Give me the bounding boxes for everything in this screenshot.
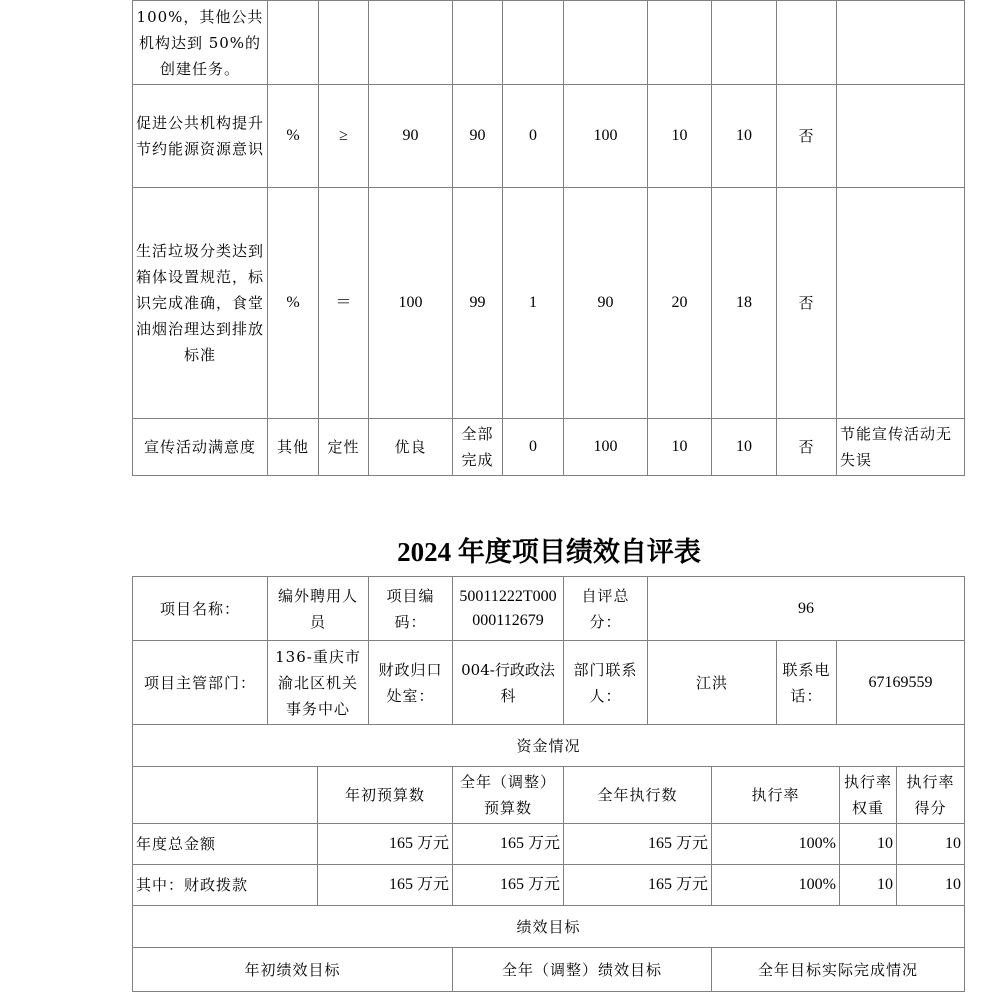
- value-cell: 165 万元: [452, 864, 564, 906]
- col-header: 全年执行数: [563, 766, 712, 824]
- cell: [318, 0, 369, 85]
- cell: [452, 0, 503, 85]
- project-name: 编外聘用人员: [267, 576, 369, 641]
- operator-cell: ≥: [318, 84, 369, 188]
- unit-cell: %: [267, 187, 319, 419]
- value-cell: 10: [839, 864, 897, 906]
- cell: [563, 0, 648, 85]
- unit-cell: %: [267, 84, 319, 188]
- perf-col-header: 年初绩效目标: [132, 947, 453, 992]
- score-cell: 18: [711, 187, 777, 419]
- col-header: 年初预算数: [317, 766, 453, 824]
- score-cell: 10: [711, 84, 777, 188]
- value-cell: 165 万元: [563, 823, 712, 865]
- score-cell: 10: [711, 418, 777, 476]
- actual-cell: 90: [452, 84, 503, 188]
- note-cell: [836, 187, 965, 419]
- project-code-label: 项目编码：: [368, 576, 453, 641]
- note-cell: 节能宣传活动无失误: [836, 418, 965, 476]
- indicator-cell: 生活垃圾分类达到箱体设置规范，标识完成准确，食堂油烟治理达到排放标准: [132, 187, 268, 419]
- flag-cell: 否: [776, 187, 837, 419]
- indicator-cell: 100%，其他公共机构达到 50%的创建任务。: [132, 0, 268, 85]
- cell: [132, 766, 318, 824]
- value-cell: 100%: [711, 823, 840, 865]
- col-header: 执行率: [711, 766, 840, 824]
- deviation-cell: 0: [502, 418, 564, 476]
- deviation-cell: 1: [502, 187, 564, 419]
- cell: [711, 0, 777, 85]
- actual-cell: 全部完成: [452, 418, 503, 476]
- cell: [776, 0, 837, 85]
- perf-col-header: 全年（调整）绩效目标: [452, 947, 712, 992]
- rate-cell: 100: [563, 84, 648, 188]
- col-header: 执行率得分: [896, 766, 965, 824]
- total-score: 96: [647, 576, 965, 641]
- value-cell: 100%: [711, 864, 840, 906]
- value-cell: 165 万元: [317, 823, 453, 865]
- indicator-cell: 促进公共机构提升节约能源资源意识: [132, 84, 268, 188]
- contact: 江洪: [647, 640, 777, 725]
- flag-cell: 否: [776, 84, 837, 188]
- weight-cell: 20: [647, 187, 712, 419]
- cell: [368, 0, 453, 85]
- dept-label: 项目主管部门：: [132, 640, 268, 725]
- flag-cell: 否: [776, 418, 837, 476]
- target-cell: 优良: [368, 418, 453, 476]
- dept: 136-重庆市渝北区机关事务中心: [267, 640, 369, 725]
- value-cell: 165 万元: [452, 823, 564, 865]
- actual-cell: 99: [452, 187, 503, 419]
- note-cell: [836, 84, 965, 188]
- funds-section-header: 资金情况: [132, 724, 965, 767]
- operator-cell: 定性: [318, 418, 369, 476]
- unit-cell: 其他: [267, 418, 319, 476]
- target-cell: 100: [368, 187, 453, 419]
- cell: [647, 0, 712, 85]
- total-score-label: 自评总分：: [563, 576, 648, 641]
- target-cell: 90: [368, 84, 453, 188]
- col-header: 全年（调整）预算数: [452, 766, 564, 824]
- page-title: 2024 年度项目绩效自评表: [397, 537, 701, 567]
- value-cell: 165 万元: [317, 864, 453, 906]
- operator-cell: ＝: [318, 187, 369, 419]
- cell: [267, 0, 319, 85]
- row-label: 年度总金额: [132, 823, 318, 865]
- cell: [502, 0, 564, 85]
- cell: [836, 0, 965, 85]
- value-cell: 10: [839, 823, 897, 865]
- finance-office: 004-行政政法科: [452, 640, 564, 725]
- contact-label: 部门联系人：: [563, 640, 648, 725]
- value-cell: 10: [896, 823, 965, 865]
- weight-cell: 10: [647, 418, 712, 476]
- perf-col-header: 全年目标实际完成情况: [711, 947, 965, 992]
- value-cell: 10: [896, 864, 965, 906]
- col-header: 执行率权重: [839, 766, 897, 824]
- rate-cell: 100: [563, 418, 648, 476]
- phone: 67169559: [836, 640, 965, 725]
- project-name-label: 项目名称：: [132, 576, 268, 641]
- deviation-cell: 0: [502, 84, 564, 188]
- indicator-cell: 宣传活动满意度: [132, 418, 268, 476]
- row-label: 其中：财政拨款: [132, 864, 318, 906]
- performance-section-header: 绩效目标: [132, 905, 965, 948]
- weight-cell: 10: [647, 84, 712, 188]
- project-code: 50011222T000000112679: [452, 576, 564, 641]
- value-cell: 165 万元: [563, 864, 712, 906]
- finance-office-label: 财政归口处室：: [368, 640, 453, 725]
- phone-label: 联系电话：: [776, 640, 837, 725]
- rate-cell: 90: [563, 187, 648, 419]
